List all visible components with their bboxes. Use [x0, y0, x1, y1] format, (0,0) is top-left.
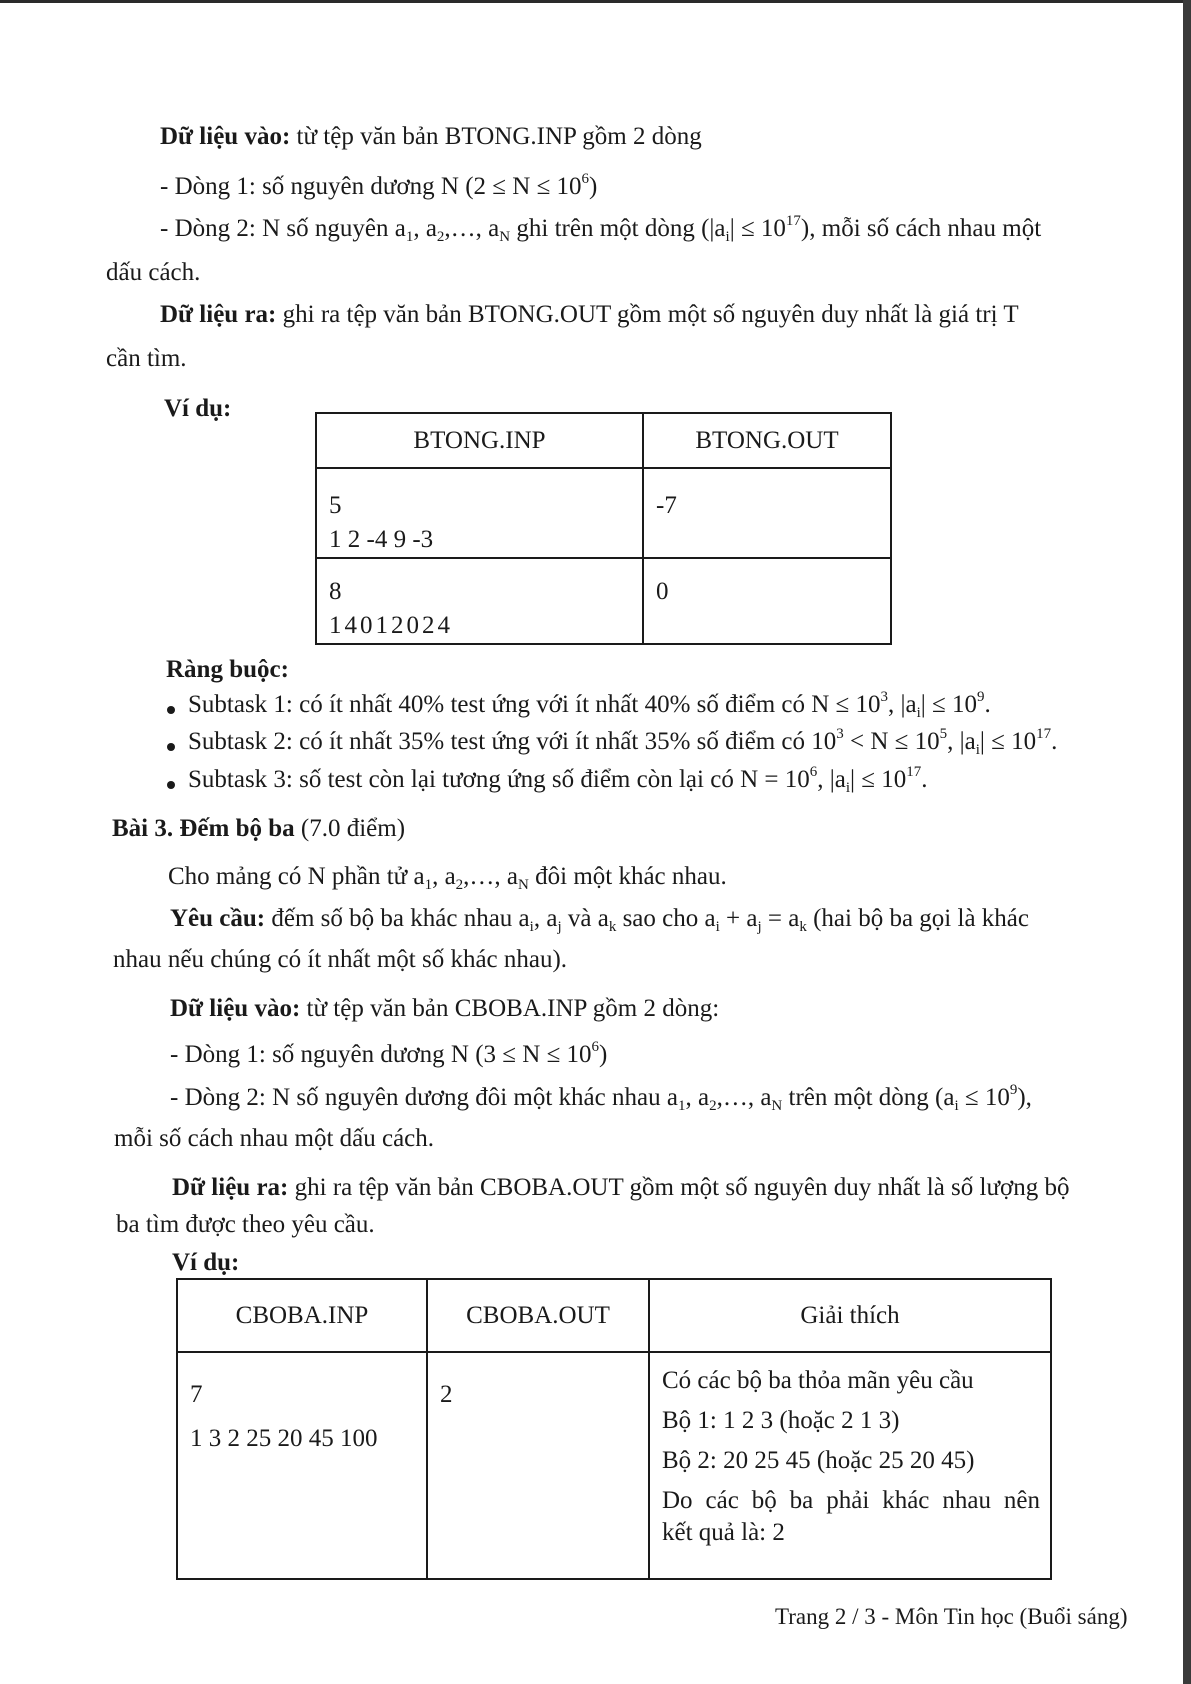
subtask-2: Subtask 2: có ít nhất 35% test ứng với ít nhất 35% số điểm có $10^3 < N \le 10^5$, $|a_i| \le 10^{17}$.	[188, 726, 1058, 758]
cboba-input-line1: - Dòng 1: số nguyên dương N $(3 \le N \le 10^6)$	[170, 1039, 608, 1068]
subtask-1: Subtask 1: có ít nhất 40% test ứng với ít nhất 40% số điểm có $N \le 10^3$, $|a_i| \le 10^9$.	[188, 689, 991, 721]
btong-input-line1: - Dòng 1: số nguyên dương N $(2 \le N \le 10^6)$	[160, 171, 598, 200]
btong-input-line2-cont: dấu cách.	[106, 259, 201, 286]
problem-3-requirement: Yêu cầu: đếm số bộ ba khác nhau $a_i$, $a_j$ và $a_k$ sao cho $a_i + a_j = a_k$ (hai bộ ba gọi là khác	[170, 905, 1029, 935]
table-header: Giải thích	[649, 1279, 1051, 1352]
problem-3-intro: Cho mảng có N phần tử $a_1$, $a_2,\dots$, $a_N$ đôi một khác nhau.	[168, 863, 727, 893]
scan-edge-right	[1183, 0, 1191, 1684]
btong-output-heading: Dữ liệu ra: ghi ra tệp văn bản BTONG.OUT gồm một số nguyên duy nhất là giá trị T	[160, 301, 1019, 328]
subtask-3: Subtask 3: số test còn lại tương ứng số điểm còn lại có $N = 10^6$, $|a_i| \le 10^{17}$.	[188, 764, 928, 796]
btong-output-cont: cần tìm.	[106, 345, 187, 372]
cboba-input-line2: - Dòng 2: N số nguyên dương đôi một khác nhau $a_1$, $a_2,\dots$, $a_N$ trên một dòng $(a_i \le 10^9)$,	[170, 1082, 1032, 1114]
scan-edge-top	[0, 0, 1191, 3]
page-footer: Trang 2 / 3 - Môn Tin học (Buổi sáng)	[775, 1604, 1128, 1629]
bullet-icon	[167, 706, 175, 714]
cboba-input-line2-cont: mỗi số cách nhau một dấu cách.	[114, 1125, 435, 1152]
table-header: CBOBA.INP	[177, 1279, 427, 1352]
cboba-input-heading: Dữ liệu vào: từ tệp văn bản CBOBA.INP gồm 2 dòng:	[170, 995, 720, 1022]
cboba-output-heading: Dữ liệu ra: ghi ra tệp văn bản CBOBA.OUT gồm một số nguyên duy nhất là số lượng bộ	[172, 1174, 1070, 1201]
cboba-example-table	[176, 1278, 1052, 1580]
btong-input-heading: Dữ liệu vào: từ tệp văn bản BTONG.INP gồm 2 dòng	[160, 123, 702, 150]
bullet-icon	[167, 743, 175, 751]
constraints-label: Ràng buộc:	[166, 656, 289, 683]
table-header: CBOBA.OUT	[427, 1279, 649, 1352]
problem-3-requirement-cont: nhau nếu chúng có ít nhất một số khác nhau).	[113, 946, 568, 973]
table-header: BTONG.INP	[316, 413, 643, 468]
table-row: 8 14012024 0	[316, 558, 891, 644]
cboba-example-label: Ví dụ:	[172, 1249, 240, 1276]
table-header: BTONG.OUT	[643, 413, 891, 468]
problem-3-title: Bài 3. Đếm bộ ba (7.0 điểm)	[112, 815, 406, 842]
btong-input-line2: - Dòng 2: N số nguyên $a_1$, $a_2,\dots$, $a_N$ ghi trên một dòng $(|a_i| \le 10^{17})$, mỗi số cách nhau một	[160, 213, 1042, 245]
btong-example-label: Ví dụ:	[164, 395, 232, 422]
table-row: 7 1 3 2 25 20 45 100 2 Có các bộ ba thỏa mãn yêu cầu Bộ 1: 1 2 3 (hoặc 2 1 3) Bộ 2: 20 25 45 (hoặc 25 20 45) Do các bộ ba phải khác nhau nên kết quả là: 2	[177, 1352, 1051, 1579]
btong-example-table	[315, 412, 892, 645]
cboba-output-cont: ba tìm được theo yêu cầu.	[116, 1211, 375, 1238]
table-row: 5 1 2 -4 9 -3 -7	[316, 468, 891, 558]
bullet-icon	[167, 781, 175, 789]
